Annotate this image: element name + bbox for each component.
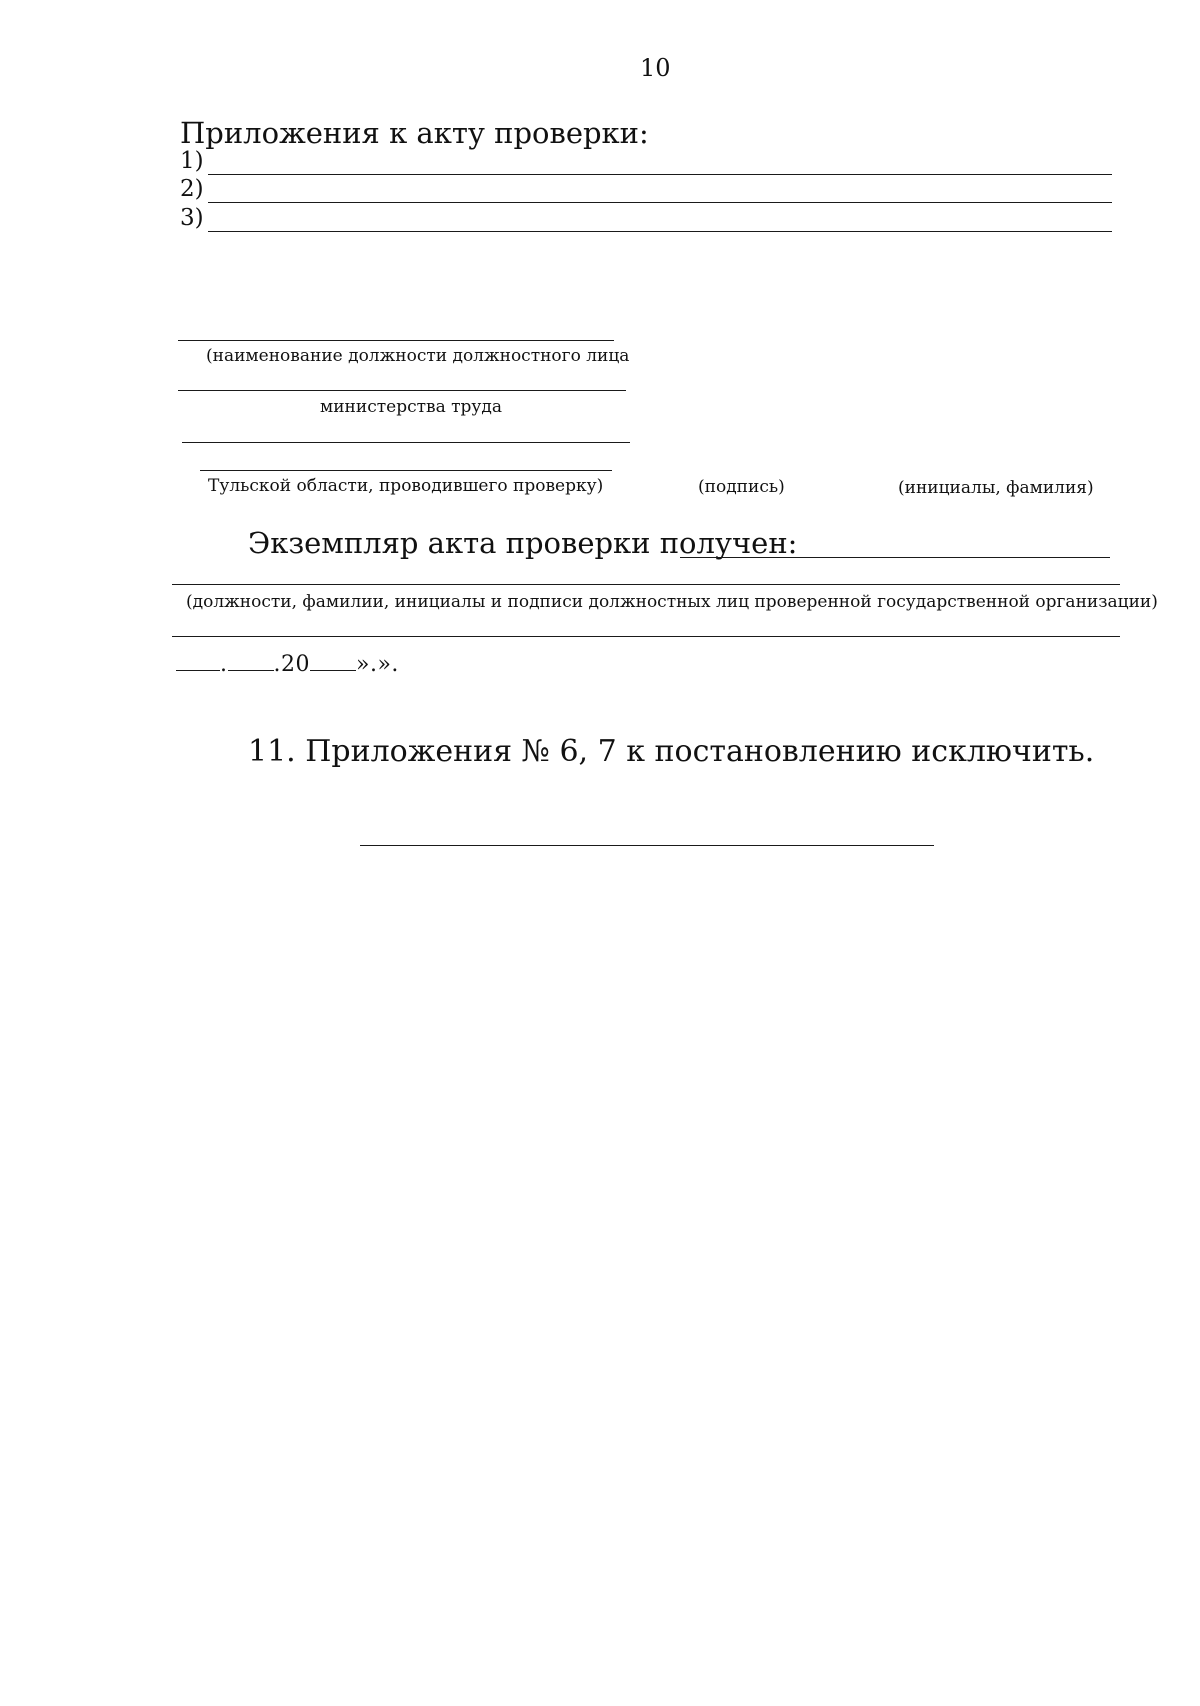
attachment-item-1-line <box>208 174 1112 175</box>
receipt-caption-line-bottom <box>172 636 1120 637</box>
date-separator: . <box>220 652 228 677</box>
attachments-title: Приложения к акту проверки: <box>180 116 649 150</box>
receipt-caption-line-top <box>172 584 1120 585</box>
position-line-3 <box>182 442 630 443</box>
attachment-item-2-line <box>208 202 1112 203</box>
receipt-label: Экземпляр акта проверки получен: <box>248 526 798 560</box>
date-year-blank <box>310 669 356 671</box>
ministry-caption: министерства труда <box>320 397 503 417</box>
attachment-item-3-line <box>208 231 1112 232</box>
attachment-item-3-number: 3) <box>180 205 204 231</box>
date-line <box>176 652 399 677</box>
attachment-item-2-number: 2) <box>180 176 204 202</box>
receipt-line <box>680 557 1110 558</box>
position-caption: (наименование должности должностного лица <box>206 346 630 366</box>
date-day-blank <box>176 669 220 671</box>
signature-caption: (подпись) <box>698 477 785 497</box>
item-eleven-text: 11. Приложения № 6, 7 к постановлению исключить. <box>248 734 1095 769</box>
position-line-1 <box>178 340 614 341</box>
position-line-2 <box>178 390 626 391</box>
page-number: 10 <box>640 54 671 82</box>
date-year-prefix: .20 <box>273 652 310 677</box>
position-line-4 <box>200 470 612 471</box>
date-month-blank <box>228 669 274 671</box>
name-caption: (инициалы, фамилия) <box>898 478 1094 498</box>
receipt-caption: (должности, фамилии, инициалы и подписи должностных лиц проверенной государственной организации) <box>186 592 1158 612</box>
date-closing: ».». <box>356 652 399 677</box>
attachment-item-1-number: 1) <box>180 148 204 174</box>
region-caption: Тульской области, проводившего проверку) <box>208 476 604 496</box>
closing-separator-line <box>360 845 934 846</box>
